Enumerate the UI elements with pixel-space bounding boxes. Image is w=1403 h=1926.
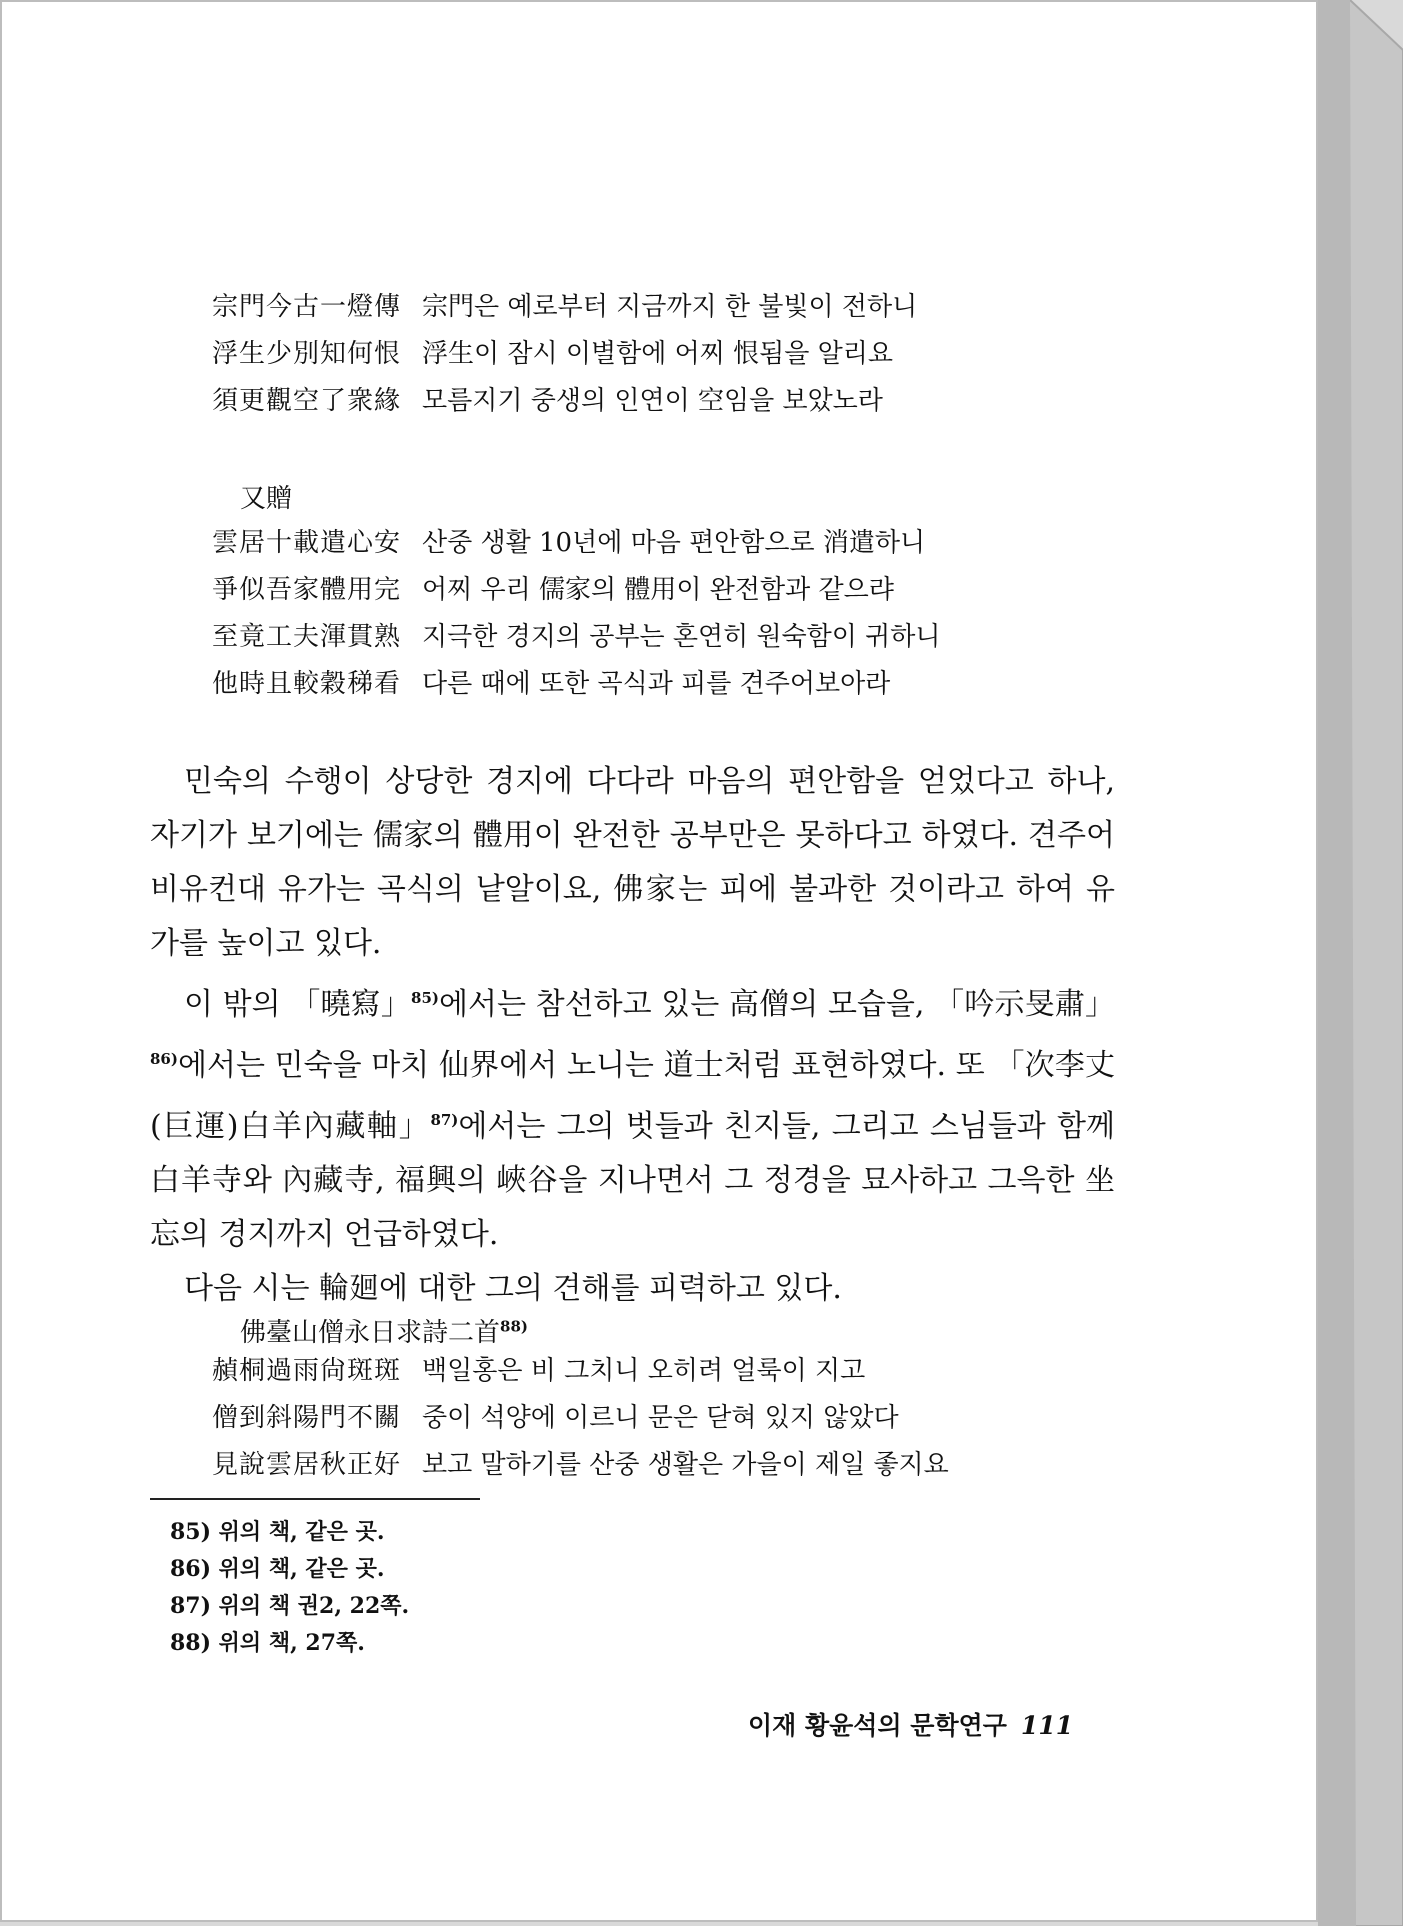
footnote-ref: 87) <box>430 1111 459 1129</box>
footnotes <box>170 1514 409 1662</box>
poem-3 <box>212 1348 949 1489</box>
footnote: 86) 위의 책, 같은 곳. <box>170 1556 385 1582</box>
poem-line: 赬桐過雨尙斑斑 백일홍은 비 그치니 오히려 얼룩이 지고 <box>212 1356 866 1386</box>
poem-2-title: 又贈 <box>240 484 293 514</box>
book-title: 이재 황윤석의 문학연구 <box>748 1711 1007 1740</box>
running-footer <box>748 1706 1073 1742</box>
poem-1 <box>212 284 917 425</box>
poem-line: 浮生少別知何恨 浮生이 잠시 이별함에 어찌 恨됨을 알리요 <box>212 339 893 369</box>
page-edge-shadow <box>1318 0 1403 1926</box>
paragraph-3: 다음 시는 輪廻에 대한 그의 견해를 피력하고 있다. <box>184 1271 842 1306</box>
poem-line: 他時且較穀稊看 다른 때에 또한 곡식과 피를 견주어보아라 <box>212 669 891 699</box>
paragraph-2: 이 밖의 「曉寫」$^{85)}$에서는 참선하고 있는 高僧의 모습을, 「吟示旻肅」$^{86)}$에서는 민숙을 마치 仙界에서 노니는 道士처럼 표현하였다. 또 「次李丈(巨運)白羊內藏軸」$^{87)}$에서는 그의 벗들과 친지들, 그리고 스님들과 함께 白羊寺와 內藏寺, 福興의 峽谷을 지나면서 그 정경을 묘사하고 그윽한 坐忘의 경지까지 언급하였다. <box>150 987 1115 1252</box>
poem-line: 見說雲居秋正好 보고 말하기를 산중 생활은 가을이 제일 좋지요 <box>212 1450 949 1480</box>
poem-line: 宗門今古一燈傳 宗門은 예로부터 지금까지 한 불빛이 전하니 <box>212 292 918 322</box>
poem-3-title: 佛臺山僧永日求詩二首$^{88)}$ <box>240 1317 528 1348</box>
footnote-divider <box>150 1498 480 1500</box>
poem-2 <box>212 520 941 708</box>
footnote: 88) 위의 책, 27쪽. <box>170 1630 365 1656</box>
page-number: 111 <box>1020 1711 1074 1740</box>
paragraph-1: 민숙의 수행이 상당한 경지에 다다라 마음의 편안함을 얻었다고 하나, 자기가 보기에는 儒家의 體用이 완전한 공부만은 못하다고 하였다. 견주어 비유컨대 유가는 곡식의 낱알이요, 佛家는 피에 불과한 것이라고 하여 유가를 높이고 있다. <box>150 764 1115 961</box>
footnote: 87) 위의 책 권2, 22쪽. <box>170 1593 410 1619</box>
footnote-ref: 88) <box>500 1317 528 1336</box>
poem-line: 須更觀空了衆緣 모름지기 중생의 인연이 空임을 보았노라 <box>212 386 883 416</box>
poem-line: 僧到斜陽門不關 중이 석양에 이르니 문은 닫혀 있지 않았다 <box>212 1403 899 1433</box>
footnote: 85) 위의 책, 같은 곳. <box>170 1519 385 1545</box>
footnote-ref: 86) <box>150 1050 178 1068</box>
poem-line: 雲居十載遣心安 산중 생활 10년에 마음 편안함으로 消遣하니 <box>212 528 926 558</box>
body-text <box>150 755 1115 1316</box>
footnote-ref: 85) <box>411 989 440 1007</box>
poem-line: 至竟工夫渾貫熟 지극한 경지의 공부는 혼연히 원숙함이 귀하니 <box>212 622 941 652</box>
poem-line: 爭似吾家體用完 어찌 우리 儒家의 體用이 완전함과 같으랴 <box>212 575 894 605</box>
